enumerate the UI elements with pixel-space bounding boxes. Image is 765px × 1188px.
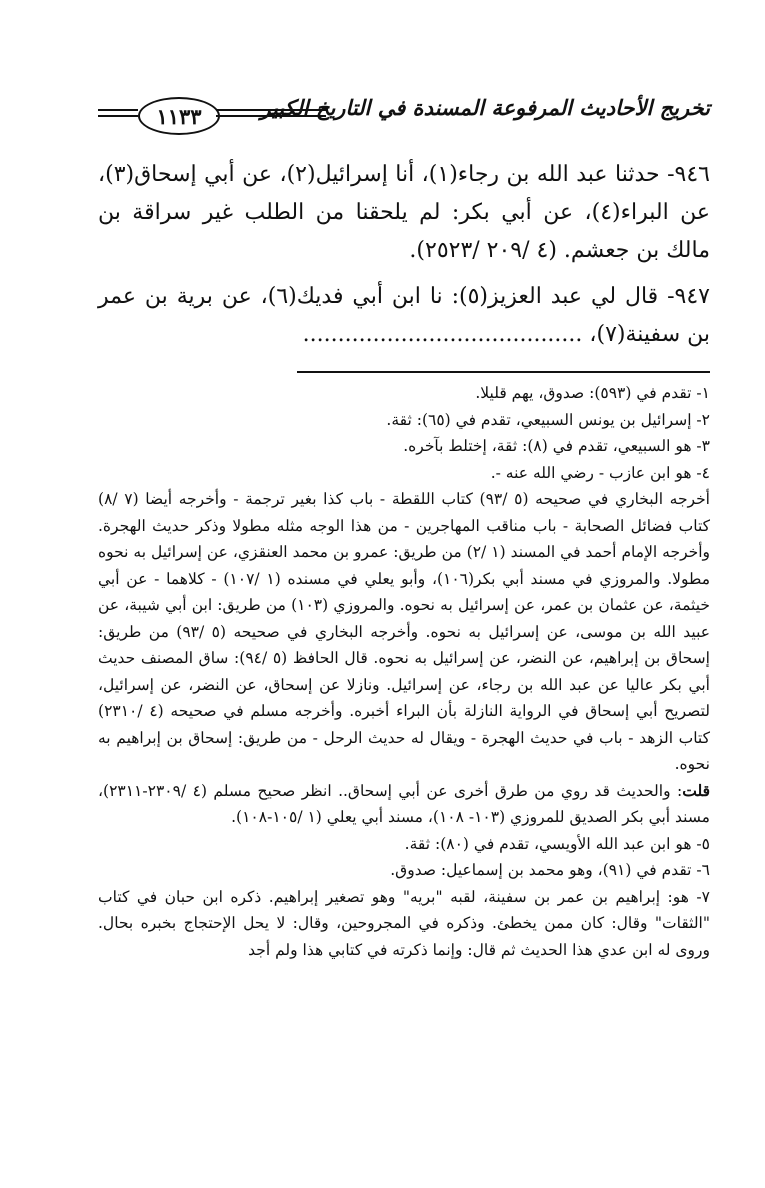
page-number: ١١٣٣ [156,103,202,129]
footnote-3: ٣- هو السبيعي، تقدم في (٨): ثقة، إختلط بآخره. [403,437,710,455]
running-title: تخريج الأحاديث المرفوعة المسندة في التاريخ الكبير [260,95,710,120]
hadith-946: ٩٤٦- حدثنا عبد الله بن رجاء(١)، أنا إسرائيل(٢)، عن أبي إسحاق(٣)، عن البراء(٤)، عن أبي بكر: لم يلحقنا من الطلب غير سراقة بن مالك بن جعشم. (٤ /٢٠٩ /٢٥٢٣). [98,162,710,263]
footnote-7: ٧- هو: إبراهيم بن عمر بن سفينة، لقبه "بريه" وهو تصغير إبراهيم. ذكره ابن حبان في كتاب "الثقات" وقال: كان ممن يخطئ. وذكره في المجروحين، وقال: لا يحل الإحتجاج بخبره بحال. وروى له ابن عدي هذا الحديث ثم قال: وإنما ذكرته في كتابي هذا ولم أجد [98,887,710,959]
footnote-4-takhrij: أخرجه البخاري في صحيحه (٥ /٩٣) كتاب اللقطة - باب كذا بغير ترجمة - وأخرجه أيضا (٧ /٨) كتاب فضائل الصحابة - باب مناقب المهاجرين - من هذا الوجه مثله مطولا وذكر حديث الهجرة. وأخرجه الإمام أحمد في المسند (١ /٢) من طريق: عمرو بن محمد العنقزي، عن إسرائيل به نحوه مطولا. والمروزي في مسند أبي بكر(١٠٦)، وأبو يعلي في مسنده (١ /١٠٧) - كلاهما - عن أبي خيثمة، عن عثمان بن عمر، عن إسرائيل به نحوه. والمروزي (١٠٣) من طريق: ابن أبي شيبة، عن عبيد الله بن موسى، عن إسرائيل به نحوه. وأخرجه البخاري في صحيحه (٥ /٩٣) من طريق: إسحاق بن إبراهيم، عن النضر، عن إسرائيل به نحوه. قال الحافظ (٥ /٩٤): ساق المصنف حديث أبي بكر عاليا عن عبد الله بن رجاء، عن إسرائيل. ونازلا عن إسحاق، عن النضر، عن إسرائيل، لتصريح أبي إسحاق في الرواية النازلة بأن البراء أخبره. وأخرجه مسلم في صحيحه (٤ /٢٣١٠) كتاب الزهد - باب في حديث الهجرة - ويقال له حديث الرحل - من طريق: إسحاق بن إبراهيم به نحوه. [98,490,711,773]
footnote-5: ٥- هو ابن عبد الله الأويسي، تقدم في (٨٠): ثقة. [404,834,710,853]
main-text [98,156,710,362]
footnote-divider [297,371,710,373]
page-header [98,95,710,149]
qultu-label: قلت [682,780,710,800]
hadith-947: ٩٤٧- قال لي عبد العزيز(٥): نا ابن أبي فديك(٦)، عن برية بن عمر بن سفينة(٧)، ........................................ [98,284,710,347]
footnotes [98,380,710,963]
qultu-text: : والحديث قد روي من طرق أخرى عن أبي إسحاق.. انظر صحيح مسلم (٤ /٢٣٠٩-٢٣١١)، مسند أبي بكر الصديق للمروزي (١٠٣- ١٠٨)، مسند أبي يعلي (١ /١٠٥-١٠٨). [98,781,710,826]
footnote-1: ١- تقدم في (٥٩٣): صدوق، يهم قليلا. [475,384,710,402]
footnote-2: ٢- إسرائيل بن يونس السبيعي، تقدم في (٦٥): ثقة. [386,410,710,429]
header-rule-top [98,109,138,111]
footnote-6: ٦- تقدم في (٩١)، وهو محمد بن إسماعيل: صدوق. [390,861,710,879]
page-number-badge [138,97,220,135]
qultu-note [98,778,710,831]
header-rule-bottom [98,115,138,117]
footnote-4: ٤- هو ابن عازب - رضي الله عنه -. [490,463,710,482]
